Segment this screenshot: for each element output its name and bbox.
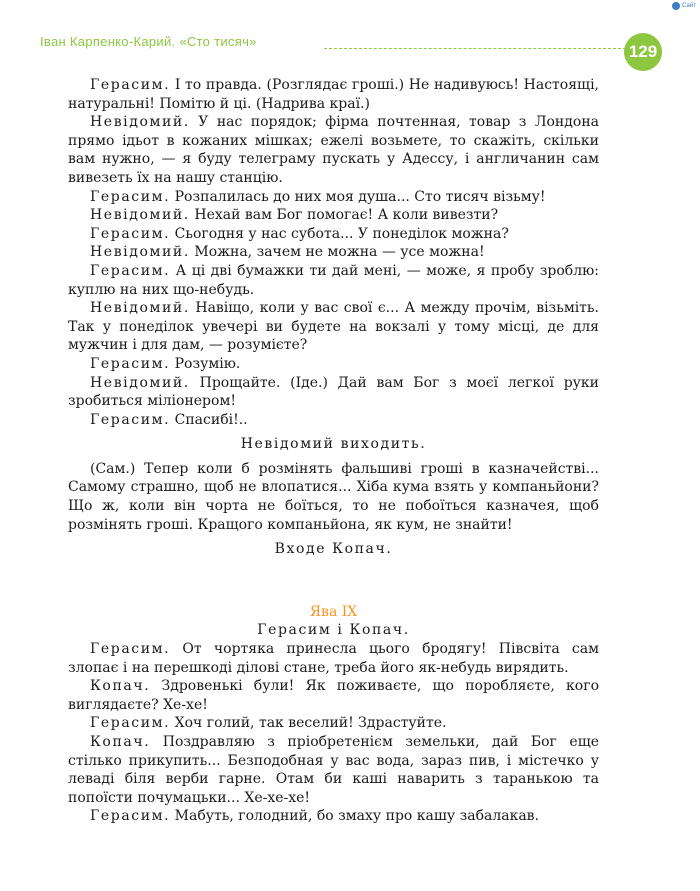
speaker: Невідомий. bbox=[90, 374, 190, 391]
dialogue-line bbox=[68, 714, 599, 733]
header-divider bbox=[324, 48, 626, 49]
dialogue-line bbox=[68, 374, 599, 411]
dialogue-line bbox=[68, 733, 599, 807]
line-text: Хоч голий, так веселий! Здрастуйте. bbox=[170, 715, 447, 732]
line-text: А ці дві бумажки ти дай мені, — може, я пробу зроблю: куплю на них що-небудь. bbox=[68, 262, 599, 298]
dialogue-line bbox=[68, 206, 599, 225]
speaker: Невідомий. bbox=[90, 114, 190, 131]
speaker: Невідомий. bbox=[90, 207, 190, 224]
line-text: Прощайте. (Іде.) Дай вам Бог з моєї легкої руки зробиться міліонером! bbox=[68, 374, 599, 410]
line-text: І то правда. (Розглядає гроші.) Не надивуюсь! Настоящі, натуральні! Помітю й ці. (Надрива краї.) bbox=[68, 77, 599, 112]
stage-direction-enter: Входе Копач. bbox=[274, 541, 393, 558]
line-text: Мабуть, голодний, бо змаху про кашу забалакав. bbox=[170, 808, 540, 825]
speaker: Копач. bbox=[90, 678, 151, 695]
line-text: Сьогодня у нас субота... У понеділок можна? bbox=[170, 225, 509, 242]
speaker: Герасим. bbox=[90, 641, 171, 658]
line-text: Навіщо, коли у вас свої є... А между прочім, візьміть. Так у понеділок увечері ви будете на вокзалі у тому місці, де для мужчин і для дам, — розумієте? bbox=[68, 300, 599, 354]
dialogue-line bbox=[68, 640, 599, 677]
line-text: Поздравляю з пріобретенієм земельки, дай Бог еще стілько прикупить... Безподобная у вас вода, зараз пив, і містечко у леваді біля верби гарне. Отам би кашi наварить з таранькою та попоїсти почумацьки... Хе-хе-хе! bbox=[68, 734, 599, 806]
line-text: От чортяка принесла цього бродягу! Півсвіта сам злопає і на перешкоді ділові стане, треба його як-небудь вирядить. bbox=[68, 641, 599, 676]
dialogue-line bbox=[68, 76, 599, 113]
page-body bbox=[68, 76, 599, 826]
speaker: Герасим. bbox=[90, 411, 171, 428]
speaker: Герасим. bbox=[90, 262, 171, 279]
dialogue-line bbox=[68, 188, 599, 207]
speaker: Копач. bbox=[90, 734, 151, 750]
line-text: Нехай вам Бог помогає! А коли вивезти? bbox=[189, 207, 499, 224]
stage-direction-exit: Невідомий виходить. bbox=[240, 436, 427, 453]
line-text: Здровенькі були! Як поживаєте, що поробляєте, кого виглядаєте? Хе-хе! bbox=[68, 678, 599, 713]
monologue: (Сам.) Тепер коли б розмінять фальшиві гроші в казначействі... Самому страшно, щоб не влопатися... Хіба кума взять у компаньйони? Що ж, коли він чорта не боїться, то не побоїться казначея, щоб розмінять гроші. Кращого компаньйона, як кум, не знайти! bbox=[68, 460, 599, 533]
speaker: Герасим. bbox=[90, 715, 171, 732]
line-text: Розумію. bbox=[170, 355, 241, 372]
speaker: Герасим. bbox=[90, 77, 171, 93]
dialogue-line bbox=[68, 807, 599, 826]
speaker: Невідомий. bbox=[90, 300, 190, 317]
dialogue-line bbox=[68, 113, 599, 187]
dialogue-line bbox=[68, 299, 599, 355]
speaker: Герасим. bbox=[90, 808, 171, 825]
dialogue-line bbox=[68, 262, 599, 299]
running-title: Іван Карпенко-Карий. «Сто тисяч» bbox=[40, 34, 257, 49]
scene-title: Ява IX bbox=[309, 603, 358, 620]
publisher-logo bbox=[672, 2, 696, 10]
line-text: Розпалилась до них моя душа... Сто тисяч візьму! bbox=[170, 188, 546, 205]
speaker: Герасим. bbox=[90, 225, 171, 242]
line-text: У нас порядок; фірма почтенная, товар з Лондона прямо ідьот в кожаних мішках; ежелі возьмете, то скажіть, скільки вам нужно, — я буду телеграму пускать у Адессу, і англичанин сам вивезеть їх на нашу станцію. bbox=[68, 114, 599, 186]
page-number: 129 bbox=[624, 33, 662, 71]
speaker: Невідомий. bbox=[90, 244, 190, 261]
dialogue-line bbox=[68, 243, 599, 262]
speaker: Герасим. bbox=[90, 188, 171, 205]
scene-characters: Герасим і Копач. bbox=[257, 622, 410, 639]
speaker: Герасим. bbox=[90, 355, 171, 372]
logo-text: Сайт bbox=[682, 3, 696, 9]
dialogue-line bbox=[68, 411, 599, 430]
logo-icon bbox=[672, 2, 680, 10]
dialogue-line bbox=[68, 225, 599, 244]
dialogue-line bbox=[68, 677, 599, 714]
line-text: Спасибі!.. bbox=[170, 411, 248, 428]
line-text: Можна, зачем не можна — усе можна! bbox=[189, 244, 485, 261]
dialogue-line bbox=[68, 355, 599, 374]
